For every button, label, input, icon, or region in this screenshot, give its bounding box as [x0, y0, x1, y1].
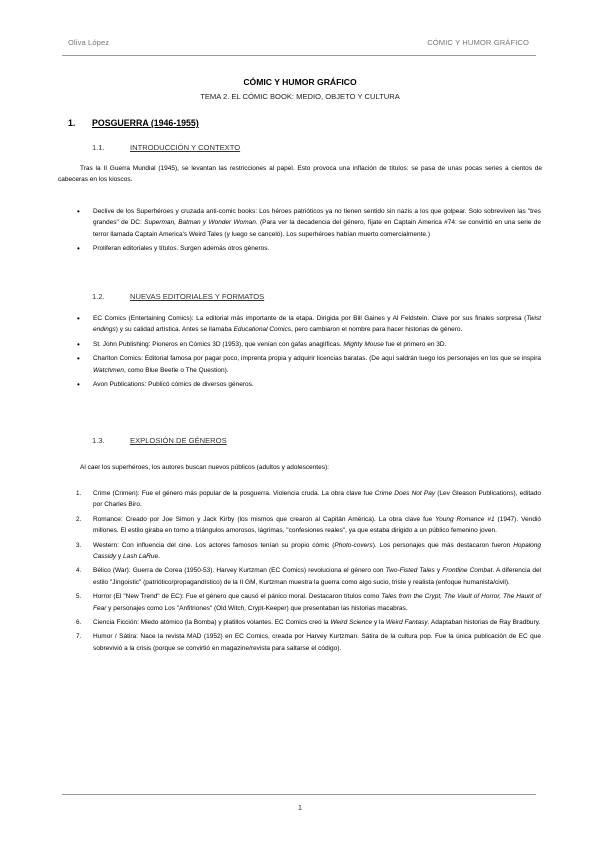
list-item: 6. Ciencia Ficción: Miedo atómico (la Bomba) y platillos volantes. EC Comics creó la Weird Science y la Weird Fantasy. Adaptaban historias de Ray Bradbury. — [76, 617, 541, 628]
bullet-icon: • — [77, 314, 80, 323]
list-item: • EC Comics (Entertaining Comics): La editorial más importante de la etapa. Dirigida por Bill Gaines y Al Feldstein. Clave por sus finales sorpresa (Twist endings) y su calidad artística. Antes se llamaba Educational Comics, pero cambiaron el nombre para hacer historias de género. — [77, 314, 541, 334]
list-item: • St. John Publishing: Pioneros en Cómics 3D (1953), que venían con gafas anaglíficas. Mighty Mouse fue el primero en 3D. — [77, 339, 447, 349]
list-item: • Avon Publications: Publicó cómics de diversos géneros. — [77, 380, 254, 390]
subsection-number: 1.1. — [92, 143, 105, 152]
list-item: • Charlton Comics: Editorial famosa por pagar poco, imprenta propia y adquirir licencias baratas. (De aquí saldrán luego los personajes en los que se inspira Watchmen, como Blue Beetle o The Question). — [77, 354, 541, 374]
bullet-icon: • — [77, 339, 80, 349]
intro-bullet-list — [76, 206, 541, 258]
subsection-title: EXPLOSIÓN DE GÉNEROS — [130, 436, 227, 445]
subsection-heading-generos — [92, 436, 227, 445]
list-number: 4. — [76, 567, 82, 575]
publishers-bullet-list — [76, 313, 541, 393]
list-number: 7. — [76, 633, 82, 641]
list-item: 1. Crime (Crimen): Fue el género más popular de la posguerra. Violencia cruda. La obra clave fue Crime Does Not Pay (Lev Gleason Publications), editado por Charles Biro. — [76, 490, 541, 509]
intro-paragraph: Tras la II Guerra Mundial (1945), se levantan las restricciones al papel. Esto provoca una inflación de títulos: se pasa de unas pocas series a cientos de cabeceras en los kioscos. — [58, 165, 542, 184]
page-number: 1 — [297, 803, 303, 812]
subsection-title: NUEVAS EDITORIALES Y FORMATOS — [130, 292, 265, 301]
subsection-number: 1.3. — [92, 436, 105, 445]
header-author: Oliva López — [68, 38, 110, 47]
document-subtitle: TEMA 2. EL CÓMIC BOOK: MEDIO, OBJETO Y CULTURA — [200, 92, 400, 101]
genres-intro: Al caer los superhéroes, los autores buscan nuevos públicos (adultos y adolescentes): — [80, 464, 329, 471]
document-title: CÓMIC Y HUMOR GRÁFICO — [243, 77, 357, 87]
list-item: • Declive de los Superhéroes y cruzada anti-comic books: Los héroes patrióticos ya no tienen sentido sin nazis a los que golpear. Solo sobreviven las "tres grandes" de DC: Superman, Batman y Wonder Woman. (Para ver la decadencia del género, fíjate en Captain America #74: se convirtió en una serie de terror llamada Captain America's Weird Tales (y luego se canceló). Los superhéroes habían muerto comercialmente.) — [77, 207, 542, 238]
genres-numbered-list — [76, 488, 541, 657]
list-item: 7. Humor / Sátira: Nace la revista MAD (1952) en EC Comics, creada por Harvey Kurtzman. Sátira de la cultura pop. Fue la única publicación de EC que sobrevivió a la crisis (porque se convirtió en magazine/revista para saltarse el código). — [76, 633, 541, 652]
list-item: 5. Horror (El "New Trend" de EC): Fue el género que causó el pánico moral. Destacaron títulos como Tales from the Crypt, The Vault of Horror, The Haunt of Fear y personajes como Los "Anfitriones" (Old Witch, Crypt-Keeper) que presentaban las historias macabras. — [76, 593, 542, 612]
subsection-heading-intro — [92, 143, 240, 152]
section-heading-posguerra — [68, 118, 199, 128]
list-item: 4. Bélico (War): Guerra de Corea (1950-53). Harvey Kurtzman (EC Comics) revoluciona el género con Two-Fisted Tales y Frontline Combat. A diferencia del estilo "Jingoistic" (patriótico/propagandístico) de la II GM, Kurtzman muestra la guerra como algo sucio, triste y realista (enfoque humanista/civil). — [76, 567, 542, 586]
list-number: 3. — [76, 541, 82, 549]
list-number: 6. — [76, 619, 82, 627]
bullet-icon: • — [77, 380, 80, 390]
subsection-title: INTRODUCCIÓN Y CONTEXTO — [130, 143, 241, 152]
subsection-heading-editoriales — [92, 292, 264, 301]
list-number: 2. — [76, 515, 82, 523]
section-number: 1. — [68, 118, 76, 128]
bullet-icon: • — [77, 354, 80, 364]
header-rule — [62, 55, 536, 56]
list-item: • Proliferan editoriales y títulos. Surgen además otros géneros. — [77, 244, 270, 254]
list-item: 2. Romance: Creado por Joe Simon y Jack Kirby (los mismos que crearon al Capitán América). La obra clave fue Young Romance #1 (1947). Vendió millones. El estilo giraba en torno a triángulos amorosos, lágrimas, "confesiones reales", ya que estaba dirigido a un público femenino joven. — [76, 515, 541, 535]
footer-rule — [62, 794, 536, 795]
list-number: 1. — [76, 490, 82, 497]
list-number: 5. — [76, 593, 82, 601]
header-course: CÓMIC Y HUMOR GRÁFICO — [427, 38, 529, 47]
bullet-icon: • — [77, 207, 80, 216]
list-item: 3. Western: Con influencia del cine. Los actores famosos tenían su propio cómic (Photo-covers). Los personajes que más destacaron fueron Hopalong Cassidy y Lash LaRue. — [76, 541, 542, 561]
bullet-icon: • — [77, 244, 80, 254]
section-title: POSGUERRA (1946-1955) — [92, 118, 199, 128]
subsection-number: 1.2. — [92, 292, 105, 301]
